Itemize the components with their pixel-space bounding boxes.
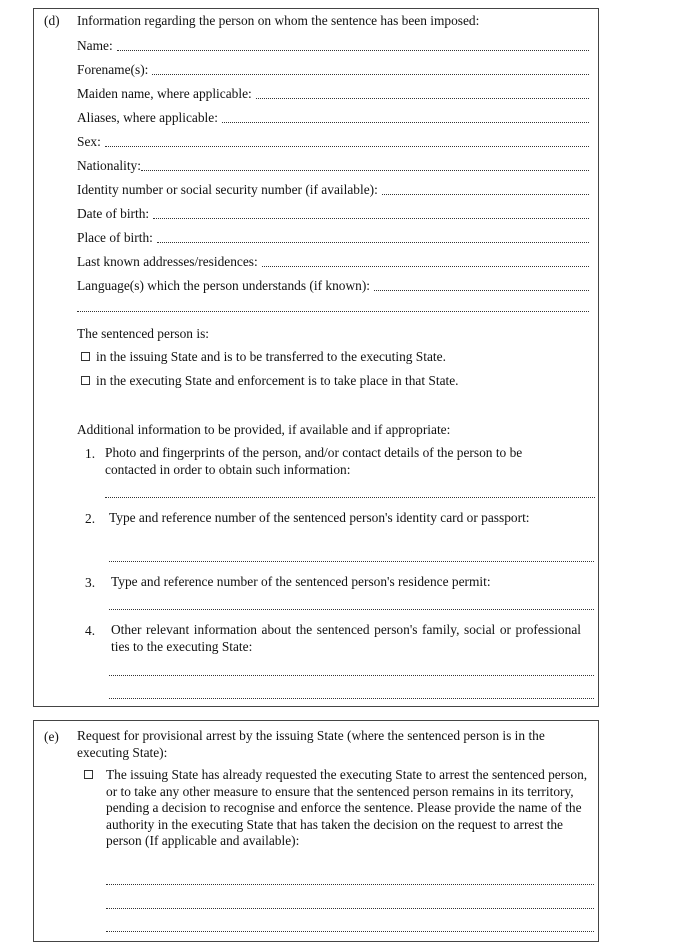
fill-line[interactable] [141,169,589,171]
field-identity-number[interactable] [77,181,589,198]
item-number: 2. [85,511,96,526]
field-languages[interactable] [77,277,589,294]
field-label: Place of birth: [77,230,153,245]
field-name[interactable] [77,37,589,54]
fill-line[interactable] [105,145,589,147]
field-label: Sex: [77,134,101,149]
field-label: Identity number or social security number (if available): [77,182,378,197]
fill-line[interactable] [153,217,589,219]
section-d-letter: (d) [44,13,60,28]
field-date-of-birth[interactable] [77,205,589,222]
field-place-of-birth[interactable] [77,229,589,246]
field-label: Name: [77,38,113,53]
field-forenames[interactable] [77,61,589,78]
additional-info-heading: Additional information to be provided, if available and if appropriate: [77,422,451,437]
languages-continuation-line[interactable] [77,311,589,312]
field-label: Language(s) which the person understands (if known): [77,278,371,293]
field-nationality[interactable] [77,157,589,174]
fill-line[interactable] [152,73,589,75]
provisional-arrest-option-text: The issuing State has already requested the executing State to arrest the sentenced person, or to take any other measure to ensure that the sentenced person remains in its territory, pending a decision to recognise and enforce the sentence. Please provide the name of the authority in the executing State that has taken the decision on the request to arrest the person (If applicable and available): [106,767,588,848]
field-label: Nationality: [77,158,141,173]
option-in-executing-state-label: in the executing State and enforcement is to take place in that State. [96,373,459,388]
item-2-text: Type and reference number of the sentenced person's identity card or passport: [109,510,530,525]
item-3-fill-line[interactable] [109,609,594,610]
item-2-fill-line[interactable] [109,561,594,562]
section-e-letter: (e) [44,729,59,744]
checkbox-provisional-arrest[interactable] [84,770,93,779]
fill-line[interactable] [222,121,589,123]
authority-fill-line-3[interactable] [106,931,594,932]
field-label: Date of birth: [77,206,150,221]
fill-line[interactable] [382,193,589,195]
item-number: 1. [85,446,96,461]
fill-line[interactable] [374,289,589,291]
item-1-text: Photo and fingerprints of the person, and/or contact details of the person to be contacted in order to obtain such information: [105,445,523,477]
fill-line[interactable] [157,241,589,243]
section-e-heading: Request for provisional arrest by the issuing State (where the sentenced person is in the executing State): [77,728,545,760]
item-4-fill-line-2[interactable] [109,698,594,699]
fill-line[interactable] [262,265,589,267]
field-sex[interactable] [77,133,589,150]
item-1-fill-line[interactable] [105,497,595,498]
item-number: 3. [85,575,96,590]
field-last-known-addresses[interactable] [77,253,589,270]
item-3-text: Type and reference number of the sentenced person's residence permit: [111,574,491,589]
section-d-box [33,8,599,707]
field-label: Maiden name, where applicable: [77,86,252,101]
field-label: Last known addresses/residences: [77,254,258,269]
field-label: Aliases, where applicable: [77,110,218,125]
section-d-heading: Information regarding the person on whom the sentence has been imposed: [77,13,480,28]
item-4-text: Other relevant information about the sentenced person's family, social or professional ties to the executing State: [111,622,581,654]
item-4-fill-line-1[interactable] [109,675,594,676]
fill-line[interactable] [256,97,589,99]
field-maiden-name[interactable] [77,85,589,102]
option-in-issuing-state-label: in the issuing State and is to be transferred to the executing State. [96,349,446,364]
field-aliases[interactable] [77,109,589,126]
fill-line[interactable] [117,49,589,51]
authority-fill-line-1[interactable] [106,884,594,885]
authority-fill-line-2[interactable] [106,908,594,909]
section-e-box [33,720,599,942]
field-label: Forename(s): [77,62,149,77]
sentenced-person-is-label: The sentenced person is: [77,326,210,341]
checkbox-in-issuing-state[interactable] [81,352,90,361]
checkbox-in-executing-state[interactable] [81,376,90,385]
item-number: 4. [85,623,96,638]
